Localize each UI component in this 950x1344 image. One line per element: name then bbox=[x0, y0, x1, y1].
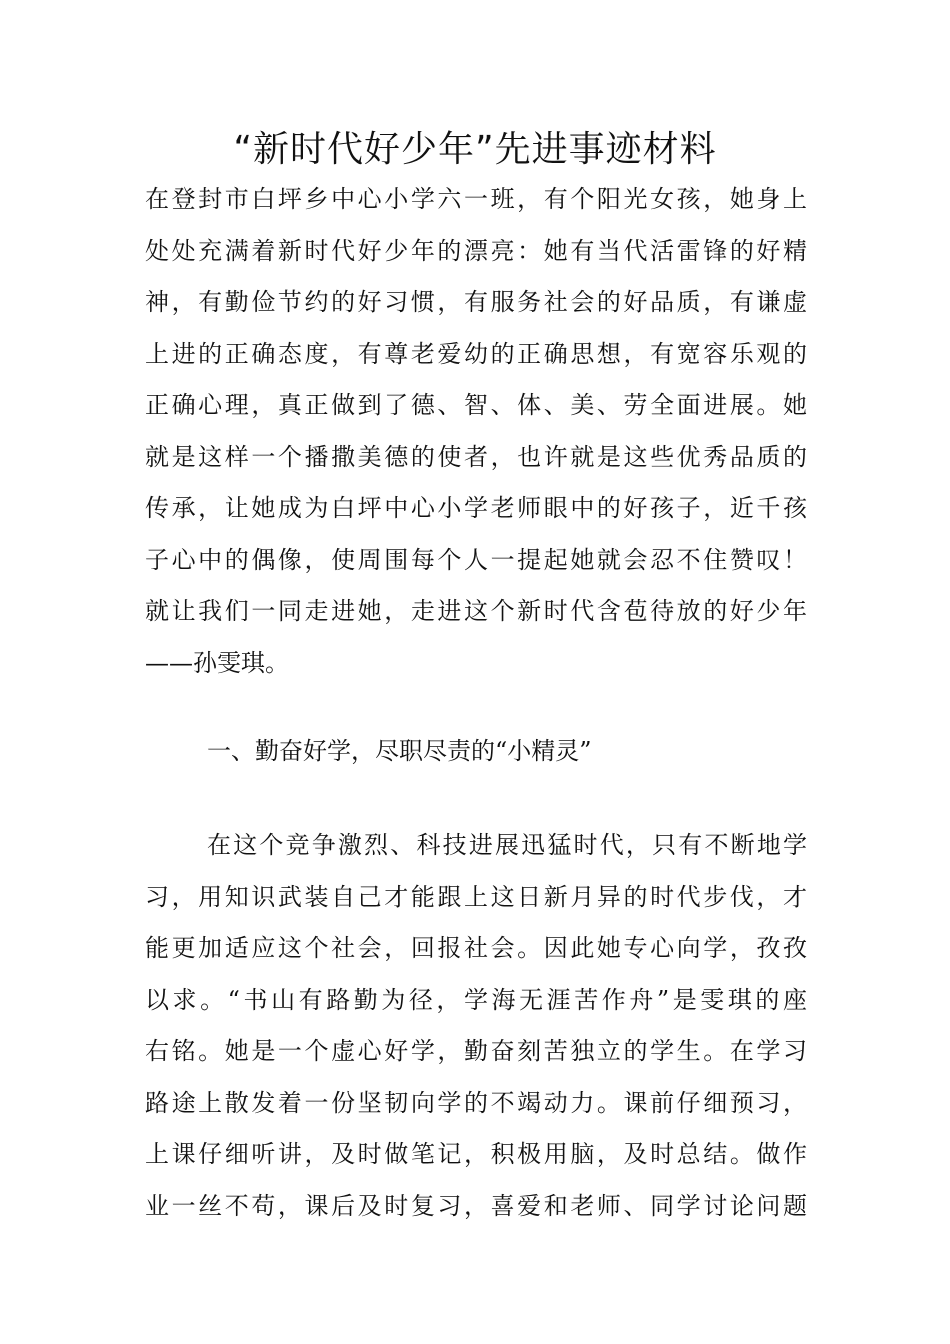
section-paragraph bbox=[145, 820, 807, 1232]
intro-line: 在登封市白坪乡中心小学六一班，有个阳光女孩，她身上 bbox=[145, 185, 807, 213]
intro-line: 处处充满着新时代好少年的漂亮：她有当代活雷锋的好精 bbox=[145, 236, 807, 265]
intro-line: 就让我们一同走进她，走进这个新时代含苞待放的好少年 bbox=[145, 597, 807, 625]
intro-line: 传承，让她成为白坪中心小学老师眼中的好孩子，近千孩 bbox=[145, 494, 807, 522]
section-heading: 一、勤奋好学，尽职尽责的“小精灵” bbox=[207, 737, 592, 765]
intro-line: ——孙雯琪。 bbox=[145, 648, 289, 677]
section-line: 上课仔细听讲，及时做笔记，积极用脑，及时总结。做作 bbox=[145, 1140, 807, 1168]
intro-paragraph bbox=[145, 174, 807, 689]
document-title: “新时代好少年”先进事迹材料 bbox=[233, 129, 717, 170]
section-line: 能更加适应这个社会，回报社会。因此她专心向学，孜孜 bbox=[145, 934, 807, 962]
intro-line: 正确心理，真正做到了德、智、体、美、劳全面进展。她 bbox=[145, 391, 807, 419]
intro-line: 上进的正确态度，有尊老爱幼的正确思想，有宽容乐观的 bbox=[145, 339, 807, 368]
section-line: 在这个竞争激烈、科技进展迅猛时代，只有不断地学 bbox=[207, 831, 807, 859]
section-line: 路途上散发着一份坚韧向学的不竭动力。课前仔细预习， bbox=[145, 1088, 807, 1117]
section-line: 右铭。她是一个虚心好学，勤奋刻苦独立的学生。在学习 bbox=[145, 1037, 807, 1065]
section-line: 以求。“书山有路勤为径，学海无涯苦作舟”是雯琪的座 bbox=[145, 985, 807, 1014]
intro-line: 子心中的偶像，使周围每个人一提起她就会忍不住赞叹！ bbox=[145, 545, 807, 574]
intro-line: 就是这样一个播撒美德的使者，也许就是这些优秀品质的 bbox=[145, 442, 807, 471]
section-line: 习，用知识武装自己才能跟上这日新月异的时代步伐，才 bbox=[145, 882, 807, 911]
section-line: 业一丝不苟，课后及时复习，喜爱和老师、同学讨论问题 bbox=[145, 1191, 807, 1220]
intro-line: 神，有勤俭节约的好习惯，有服务社会的好品质，有谦虚 bbox=[145, 288, 807, 316]
